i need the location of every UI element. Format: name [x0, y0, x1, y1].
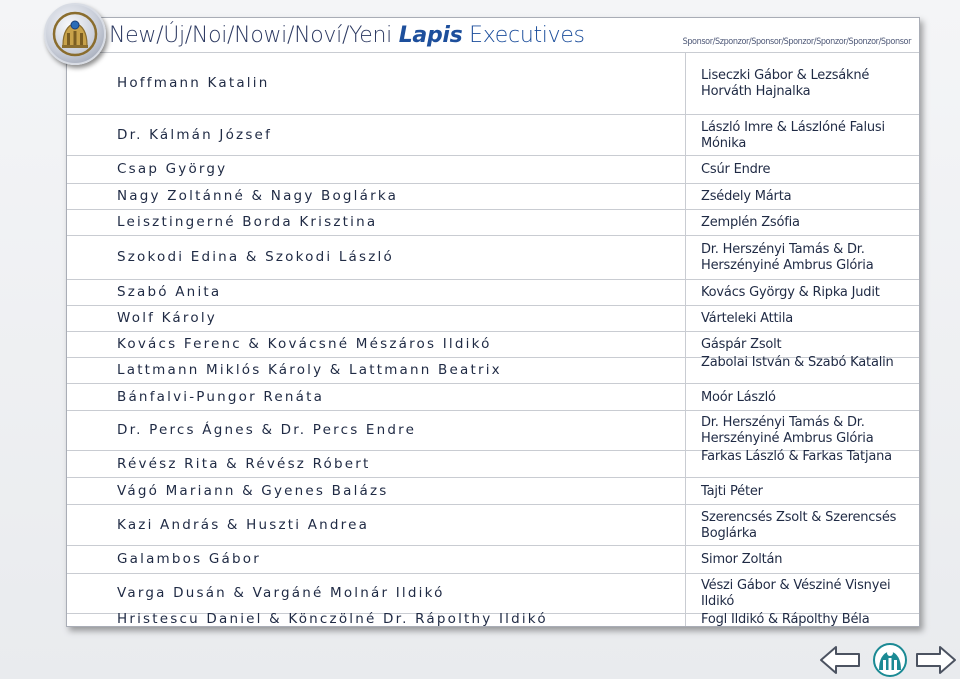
new-executive-name: Szabó Anita: [117, 284, 222, 300]
list-row: [67, 236, 919, 280]
new-executive-name: Leisztingerné Borda Krisztina: [117, 214, 378, 230]
new-executive-name: Nagy Zoltánné & Nagy Boglárka: [117, 188, 399, 204]
home-button[interactable]: [870, 642, 910, 678]
sponsor-name: Dr. Herszényi Tamás & Dr. Herszényiné Ambrus Glória: [701, 242, 874, 273]
sponsor-name: Szerencsés Zsolt & Szerencsés Boglárka: [701, 510, 897, 541]
new-executive-name: Hoffmann Katalin: [117, 75, 270, 91]
list-row: [67, 115, 919, 156]
list-row: [67, 505, 919, 546]
lapis-logo-icon: [46, 5, 104, 63]
new-executive-name: Kazi András & Huszti Andrea: [117, 517, 370, 533]
list-row: [67, 156, 919, 184]
page-title: [109, 23, 585, 48]
new-executive-name: Hristescu Daniel & Könczölné Dr. Rápolthy Ildikó: [117, 611, 548, 627]
new-executive-name: Szokodi Edina & Szokodi László: [117, 249, 394, 265]
list-row: [67, 355, 919, 384]
executives-card: [66, 17, 920, 627]
list-row: [67, 306, 919, 332]
sponsor-name: Zabolai István & Szabó Katalin: [701, 355, 894, 370]
list-row: [67, 280, 919, 306]
sponsor-name: Várteleki Attila: [701, 311, 794, 326]
lapis-logo: [44, 3, 106, 65]
new-executive-name: Vágó Mariann & Gyenes Balázs: [117, 483, 389, 499]
new-executive-name: Dr. Percs Ágnes & Dr. Percs Endre: [117, 422, 417, 438]
sponsor-name: Gáspár Zsolt: [701, 337, 782, 352]
list-row: [67, 546, 919, 574]
list-row: [67, 384, 919, 411]
new-executive-name: Varga Dusán & Vargáné Molnár Ildikó: [117, 585, 445, 601]
list-row: [67, 411, 919, 451]
sponsor-name: Vészi Gábor & Vésziné Visnyei Ildikó: [701, 578, 891, 609]
new-executive-name: Dr. Kálmán József: [117, 127, 273, 143]
left-arrow-icon: [818, 643, 862, 677]
lapis-logo-icon: [870, 642, 910, 678]
sponsor-name: Tajti Péter: [701, 484, 763, 499]
sponsor-name: Zsédely Márta: [701, 189, 792, 204]
right-arrow-icon: [914, 643, 958, 677]
new-executive-name: Bánfalvi-Pungor Renáta: [117, 389, 325, 405]
sponsor-name: Dr. Herszényi Tamás & Dr. Herszényiné Ambrus Glória: [701, 415, 874, 446]
previous-page-button[interactable]: [818, 643, 862, 677]
new-executive-name: Lattmann Miklós Károly & Lattmann Beatrix: [117, 362, 502, 378]
list-row: [67, 184, 919, 210]
next-page-button[interactable]: [914, 643, 958, 677]
list-row: [67, 574, 919, 614]
sponsor-name: Csúr Endre: [701, 162, 771, 177]
sponsor-name: Liseczki Gábor & Lezsákné Horváth Hajnalka: [701, 68, 870, 99]
sponsor-name: Zemplén Zsófia: [701, 215, 800, 230]
sponsor-name: Farkas László & Farkas Tatjana: [701, 449, 892, 464]
list-row: [67, 478, 919, 505]
sponsor-name: Kovács György & Ripka Judit: [701, 285, 880, 300]
list-row: [67, 210, 919, 236]
new-executive-name: Kovács Ferenc & Kovácsné Mészáros Ildikó: [117, 336, 492, 352]
brand-name: Lapis: [398, 23, 463, 48]
new-executive-name: Wolf Károly: [117, 310, 217, 326]
brand-suffix: Executives: [469, 23, 585, 48]
sponsor-name: Simor Zoltán: [701, 552, 783, 567]
list-row: [67, 451, 919, 478]
sponsor-name: László Imre & Lászlóné Falusi Mónika: [701, 120, 885, 151]
list-row: [67, 52, 919, 115]
sponsor-heading: Sponsor/Szponzor/Sponsor/Sponzor/Sponzor/Sponzor/Sponsor: [682, 37, 911, 47]
header-bar: [67, 18, 919, 53]
title-prefix: New/Új/Noi/Nowi/Noví/Yeni: [109, 23, 392, 48]
sponsor-name: Moór László: [701, 390, 776, 405]
new-executive-name: Csap György: [117, 161, 228, 177]
new-executive-name: Révész Rita & Révész Róbert: [117, 456, 371, 472]
list-row: [67, 611, 919, 627]
new-executive-name: Galambos Gábor: [117, 551, 261, 567]
sponsor-name: Fogl Ildikó & Rápolthy Béla: [701, 612, 870, 627]
